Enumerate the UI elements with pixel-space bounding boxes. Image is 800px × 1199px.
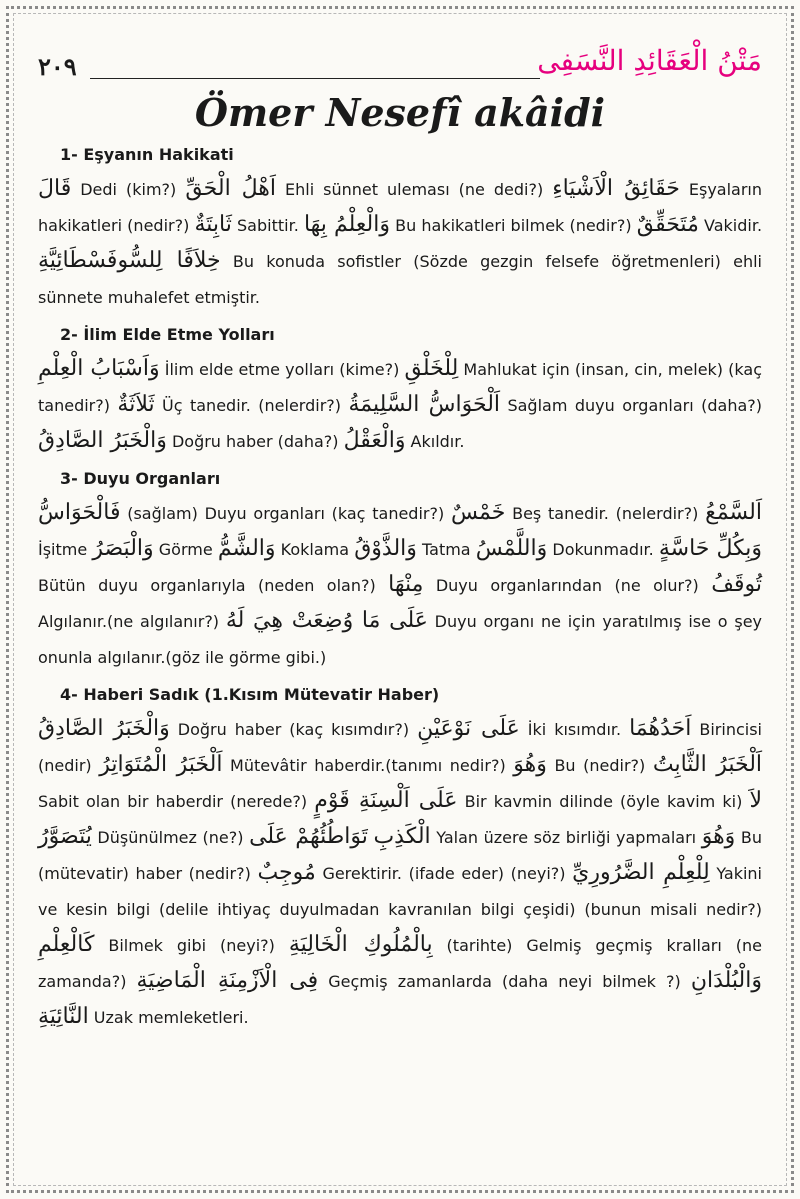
- arabic-text: عَلَى اَلْسِنَةِ قَوْمٍ: [314, 788, 458, 813]
- turkish-text: Ehli sünnet uleması (ne dedi?): [275, 180, 553, 199]
- book-title: مَتْنُ الْعَقَائِدِ النَّسَفِى: [537, 44, 762, 77]
- arabic-text: اَلْخَبَرُ الثَّابِتُ: [652, 752, 763, 777]
- turkish-text: İki kısımdır.: [519, 720, 630, 739]
- turkish-text: Duyu organı ne için yaratılmış ise o şey onunla algılanır.(göz ile görme gibi.): [38, 612, 762, 667]
- page: [38, 40, 762, 1165]
- arabic-text: اَلْخَبَرُ الْمُتَوَاتِرُ: [99, 752, 223, 777]
- arabic-text: وَالذَّوْقُ: [354, 536, 417, 561]
- turkish-text: Geçmiş zamanlarda (daha neyi bilmek ?): [318, 972, 691, 991]
- arabic-text: تَوَاطُئُهُمْ عَلَى: [249, 824, 368, 849]
- arabic-text: اَحَدُهُمَا: [629, 716, 692, 741]
- turkish-text: Doğru haber (kaç kısımdır?): [169, 720, 418, 739]
- arabic-text: وَهُوَ: [513, 752, 547, 777]
- turkish-text: (tarihte) Gelmiş geçmiş kralları (ne zamanda?): [38, 936, 763, 991]
- turkish-text: Bu (nedir?): [546, 756, 653, 775]
- turkish-text: Uzak memleketleri.: [88, 1008, 249, 1027]
- turkish-text: Düşünülmez (ne?): [91, 828, 250, 847]
- section-heading: 3- Duyu Organları: [60, 469, 221, 488]
- arabic-text: وَالْخَبَرُ الصَّادِقُ: [38, 428, 167, 453]
- arabic-text: وَالْعِلْمُ بِهَا: [303, 212, 390, 237]
- arabic-text: عَلَى نَوْعَيْنِ: [417, 716, 520, 741]
- document-title: Ömer Nesefî akâidi: [194, 90, 606, 135]
- turkish-text: Dokunmadır.: [547, 540, 659, 559]
- turkish-text: Üç tanedir. (nelerdir?): [154, 396, 349, 415]
- turkish-text: Gerektirir. (ifade eder) (neyi?): [315, 864, 573, 883]
- turkish-text: İşitme: [38, 540, 93, 559]
- arabic-text: حَقَائِقُ الْاَشْيَاءِ: [552, 176, 680, 201]
- turkish-text: Bütün duyu organlarıyla (neden olan?): [38, 576, 389, 595]
- arabic-text: اَلسَّمْعُ: [705, 500, 762, 525]
- arabic-text: خِلاَفًا لِلسُّوفَسْطَائِيَّةِ: [38, 248, 221, 273]
- arabic-text: بِالْمُلُوكِ الْخَالِيَةِ: [288, 932, 433, 957]
- turkish-text: Bilmek gibi (neyi?): [94, 936, 289, 955]
- arabic-text: لِلْخَلْقِ: [404, 356, 459, 381]
- turkish-text: (sağlam) Duyu organları (kaç tanedir?): [120, 504, 451, 523]
- turkish-text: Bir kavmin dilinde (öyle kavim ki): [457, 792, 750, 811]
- arabic-text: فِى الْاَزْمِنَةِ الْمَاضِيَةِ: [136, 968, 319, 993]
- turkish-text: Tatma: [416, 540, 476, 559]
- arabic-text: اَلْحَوَاسُّ السَّلِيمَةُ: [348, 392, 501, 417]
- turkish-text: Vakidir.: [698, 216, 763, 235]
- turkish-text: Algılanır.(ne algılanır?): [38, 612, 226, 631]
- arabic-text: اَهْلُ الْحَقِّ: [185, 176, 276, 201]
- turkish-text: İlim elde etme yolları (kime?): [159, 360, 405, 379]
- arabic-text: كَالْعِلْمِ: [38, 932, 95, 957]
- page-number: ٢٠٩: [38, 52, 77, 81]
- section-heading: 2- İlim Elde Etme Yolları: [60, 325, 275, 344]
- arabic-text: مُتَحَقِّقٌ: [636, 212, 699, 237]
- arabic-text: وَبِكُلِّ حَاسَّةٍ: [658, 536, 763, 561]
- turkish-text: Akıldır.: [405, 432, 465, 451]
- turkish-text: Beş tanedir. (nelerdir?): [505, 504, 706, 523]
- turkish-text: Yalan üzere söz birliği yapmaları: [430, 828, 702, 847]
- arabic-text: وَالشَّمُّ: [217, 536, 276, 561]
- turkish-text: Doğru haber (daha?): [166, 432, 344, 451]
- arabic-text: وَهُوَ: [701, 824, 736, 849]
- page-header: [38, 40, 762, 84]
- section-paragraph: [38, 496, 762, 676]
- arabic-text: مِنْهَا: [388, 572, 424, 597]
- turkish-text: Sabittir.: [231, 216, 304, 235]
- turkish-text: Dedi (kim?): [71, 180, 186, 199]
- arabic-text: وَالْعَقْلُ: [343, 428, 406, 453]
- turkish-text: Görme: [153, 540, 218, 559]
- section-paragraph: [38, 352, 762, 460]
- arabic-text: وَالْخَبَرُ الصَّادِقُ: [38, 716, 170, 741]
- header-rule: [90, 78, 540, 79]
- arabic-text: مُوجِبٌ: [257, 860, 316, 885]
- arabic-text: تُوقَفُ: [711, 572, 762, 597]
- turkish-text: Koklama: [275, 540, 355, 559]
- turkish-text: Bu hakikatleri bilmek (nedir?): [389, 216, 637, 235]
- turkish-text: Sabit olan bir haberdir (nerede?): [38, 792, 315, 811]
- arabic-text: وَاللَّمْسُ: [475, 536, 548, 561]
- arabic-text: قَالَ: [38, 176, 72, 201]
- arabic-text: فَالْحَوَاسُّ: [38, 500, 121, 525]
- arabic-text: ثَابِتَةٌ: [194, 212, 232, 237]
- turkish-text: Birincisi (nedir): [38, 720, 762, 775]
- turkish-text: Sağlam duyu organları (daha?): [500, 396, 762, 415]
- section-heading: 1- Eşyanın Hakikati: [60, 145, 234, 164]
- section-paragraph: [38, 712, 762, 1036]
- document-body: [38, 142, 762, 1036]
- turkish-text: Eşyaların hakikatleri (nedir?): [38, 180, 763, 235]
- arabic-text: وَاَسْبَابُ الْعِلْمِ: [38, 356, 160, 381]
- turkish-text: Bu (mütevatir) haber (nedir?): [38, 828, 762, 883]
- turkish-text: Bu konuda sofistler (Sözde gezgin felsefe öğretmenleri) ehli sünnete muhalefet etmiştir.: [38, 252, 762, 307]
- arabic-text: ثَلاَثَةٌ: [117, 392, 155, 417]
- section-paragraph: [38, 172, 762, 316]
- turkish-text: Yakini ve kesin bilgi (delile ihtiyaç duyulmadan kavranılan bilgi çeşidi) (bunun misali nedir?): [38, 864, 762, 919]
- section-heading: 4- Haberi Sadık (1.Kısım Mütevatir Haber): [60, 685, 440, 704]
- arabic-text: الْكَذِبِ: [373, 824, 431, 849]
- arabic-text: لاَ يُتَصَوَّرُ: [38, 788, 762, 849]
- arabic-text: وَالْبُلْدَانِ النَّائِيَةِ: [38, 968, 762, 1029]
- arabic-text: عَلَى مَا وُضِعَتْ هِيَ لَهُ: [225, 608, 428, 633]
- turkish-text: Mütevâtir haberdir.(tanımı nedir?): [222, 756, 514, 775]
- turkish-text: Mahlukat için (insan, cin, melek) (kaç tanedir?): [38, 360, 762, 415]
- arabic-text: خَمْسٌ: [450, 500, 506, 525]
- arabic-text: لِلْعِلْمِ الضَّرُورِيِّ: [572, 860, 710, 885]
- arabic-text: وَالْبَصَرُ: [92, 536, 154, 561]
- turkish-text: Duyu organlarından (ne olur?): [423, 576, 712, 595]
